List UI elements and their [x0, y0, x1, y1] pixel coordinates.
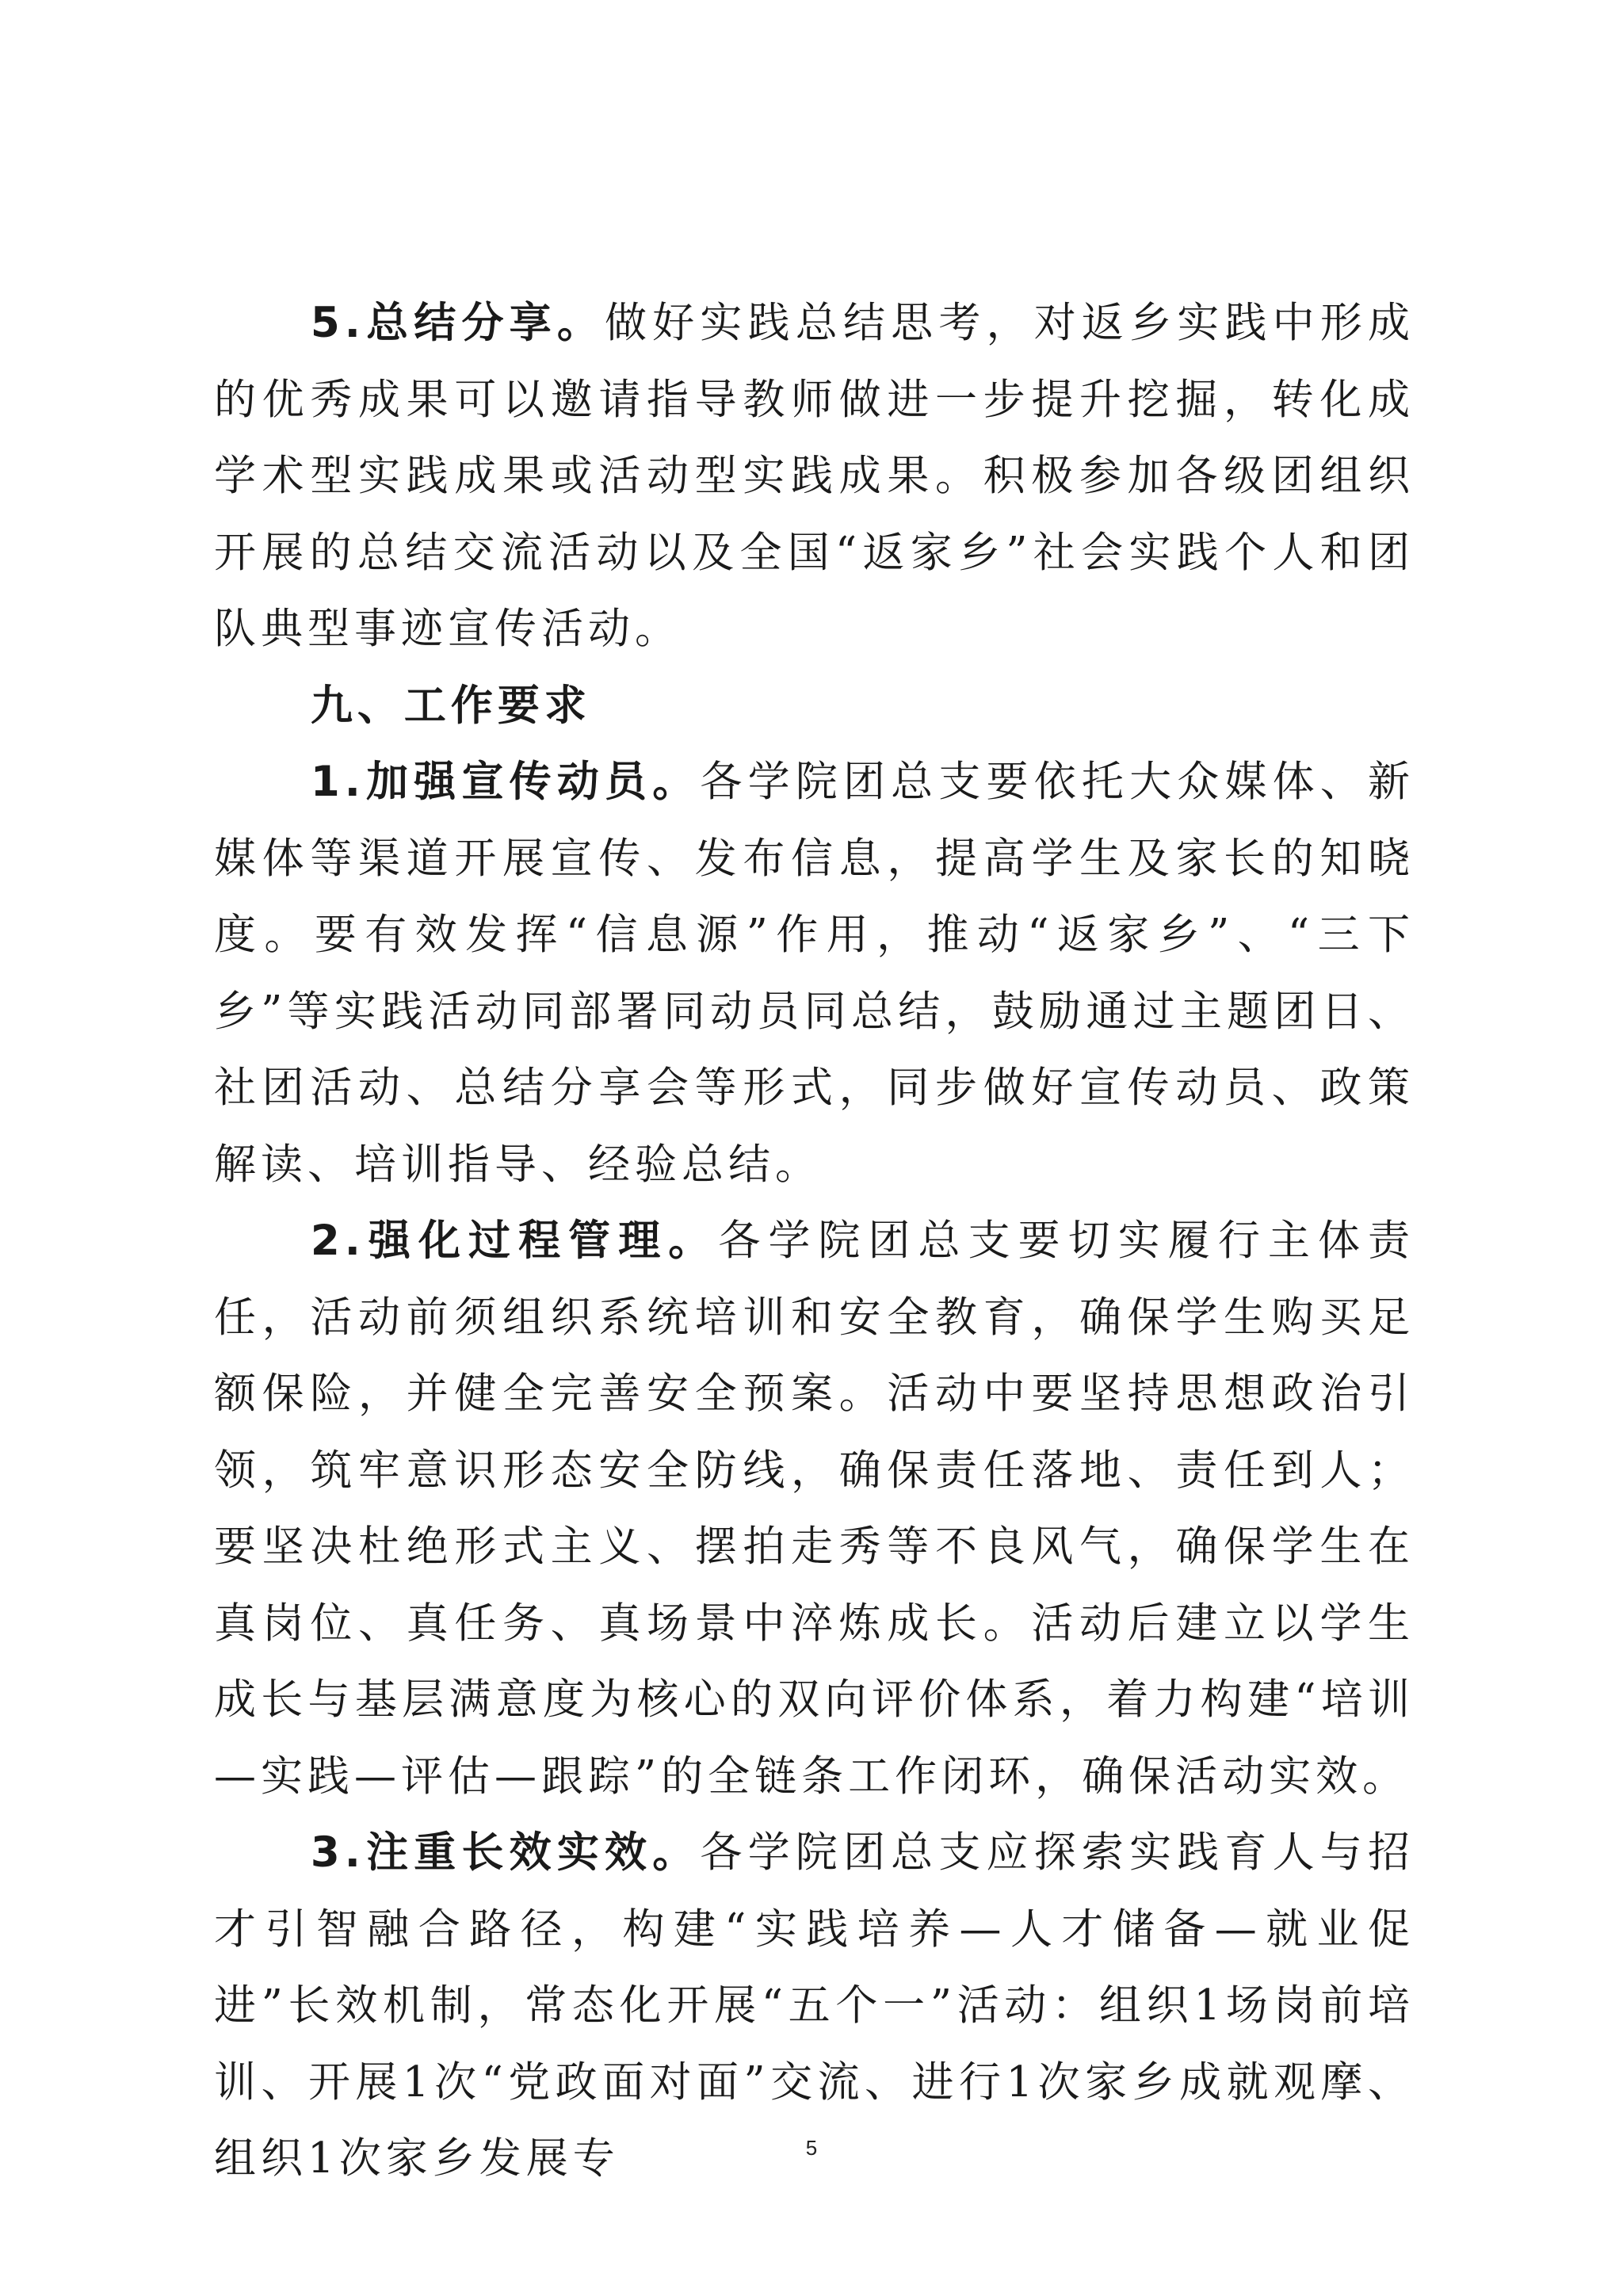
requirement-lead: 2.强化过程管理。: [310, 1217, 719, 1265]
section-heading: 九、工作要求: [310, 681, 591, 730]
requirement-publicity: [214, 744, 1415, 1203]
page-number: 5: [805, 2136, 818, 2160]
requirement-text: 各学院团总支要依托大众媒体、新媒体等渠道开展宣传、发布信息，提高学生及家长的知晓度。要有效发挥“信息源”作用，推动“返家乡”、“三下乡”等实践活动同部署同动员同总结，鼓励通过主题团日、社团活动、总结分享会等形式，同步做好宣传动员、政策解读、培训指导、经验总结。: [214, 758, 1415, 1189]
requirement-text: 各学院团总支要切实履行主体责任，活动前须组织系统培训和安全教育，确保学生购买足额保险，并健全完善安全预案。活动中要坚持思想政治引领，筑牢意识形态安全防线，确保责任落地、责任到人；要坚决杜绝形式主义、摆拍走秀等不良风气，确保学生在真岗位、真任务、真场景中淬炼成长。活动后建立以学生成长与基层满意度为核心的双向评价体系，着力构建“培训—实践—评估—跟踪”的全链条工作闭环，确保活动实效。: [214, 1217, 1415, 1801]
requirement-lead: 3.注重长效实效。: [310, 1828, 701, 1877]
paragraph-text: 做好实践总结思考，对返乡实践中形成的优秀成果可以邀请指导教师做进一步提升挖掘，转化成学术型实践成果或活动型实践成果。积极参加各级团组织开展的总结交流活动以及全国“返家乡”社会实践个人和团队典型事迹宣传活动。: [214, 299, 1415, 653]
requirement-text: 各学院团总支应探索实践育人与招才引智融合路径，构建“实践培养—人才储备—就业促进”长效机制，常态化开展“五个一”活动：组织1场岗前培训、开展1次“党政面对面”交流、进行1次家乡成就观摩、组织1次家乡发展专: [214, 1828, 1415, 2183]
document-body: [214, 285, 1415, 2198]
requirement-lead: 1.加强宣传动员。: [310, 758, 701, 806]
paragraph-lead: 5.总结分享。: [310, 299, 605, 347]
paragraph-summary-sharing: [214, 285, 1415, 668]
requirement-process-management: [214, 1203, 1415, 1815]
